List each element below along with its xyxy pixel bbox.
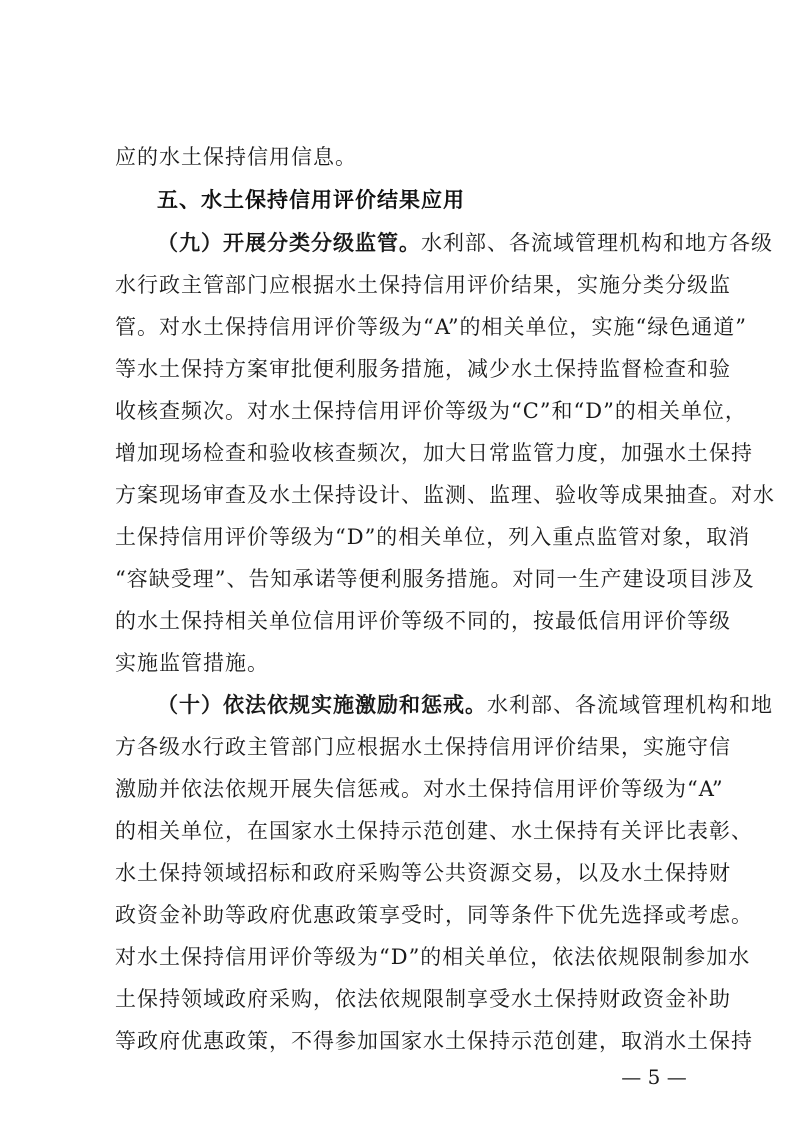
para9-line: 等水土保持方案审批便利服务措施，减少水土保持监督检查和验 (115, 357, 731, 381)
para9-line: 水行政主管部门应根据水土保持信用评价结果，实施分类分级监 (115, 273, 731, 297)
para9-line: 的水土保持相关单位信用评价等级不同的，按最低信用评价等级 (115, 609, 731, 633)
para9-first-rest: 水利部、各流域管理机构和地方各级 (421, 231, 773, 255)
para9-line: 土保持信用评价等级为“D”的相关单位，列入重点监管对象，取消 (115, 525, 751, 549)
page-number: — 5 — (621, 1065, 687, 1089)
para10-line: 的相关单位，在国家水土保持示范创建、水土保持有关评比表彰、 (115, 819, 753, 843)
para10-line: 对水土保持信用评价等级为“D”的相关单位，依法依规限制参加水 (115, 945, 751, 969)
section-heading: 五、水土保持信用评价结果应用 (157, 188, 465, 212)
para10-first-line (157, 685, 773, 725)
para10-lead: （十）依法依规实施激励和惩戒。 (157, 693, 487, 717)
continuation-line: 应的水土保持信用信息。 (115, 145, 357, 169)
para9-lead: （九）开展分类分级监管。 (157, 231, 421, 255)
para10-line: 政资金补助等政府优惠政策享受时，同等条件下优先选择或考虑。 (115, 903, 753, 927)
para9-line: 收核查频次。对水土保持信用评价等级为“C”和“D”的相关单位， (115, 399, 747, 423)
para9-line: 增加现场检查和验收核查频次，加大日常监管力度，加强水土保持 (115, 441, 753, 465)
para9-line: 方案现场审查及水土保持设计、监测、监理、验收等成果抽查。对水 (115, 483, 775, 507)
para10-line: 方各级水行政主管部门应根据水土保持信用评价结果，实施守信 (115, 735, 731, 759)
para9-line: “容缺受理”、告知承诺等便利服务措施。对同一生产建设项目涉及 (115, 567, 755, 591)
para9-line: 实施监管措施。 (115, 651, 269, 675)
para9-first-line (157, 223, 773, 263)
para10-line: 土保持领域政府采购，依法依规限制享受水土保持财政资金补助 (115, 987, 731, 1011)
para10-line: 水土保持领域招标和政府采购等公共资源交易，以及水土保持财 (115, 861, 731, 885)
para10-line: 等政府优惠政策，不得参加国家水土保持示范创建，取消水土保持 (115, 1029, 753, 1053)
para10-line: 激励并依法依规开展失信惩戒。对水土保持信用评价等级为“A” (115, 777, 724, 801)
para10-first-rest: 水利部、各流域管理机构和地 (487, 693, 773, 717)
para9-line: 管。对水土保持信用评价等级为“A”的相关单位，实施“绿色通道” (115, 315, 748, 339)
